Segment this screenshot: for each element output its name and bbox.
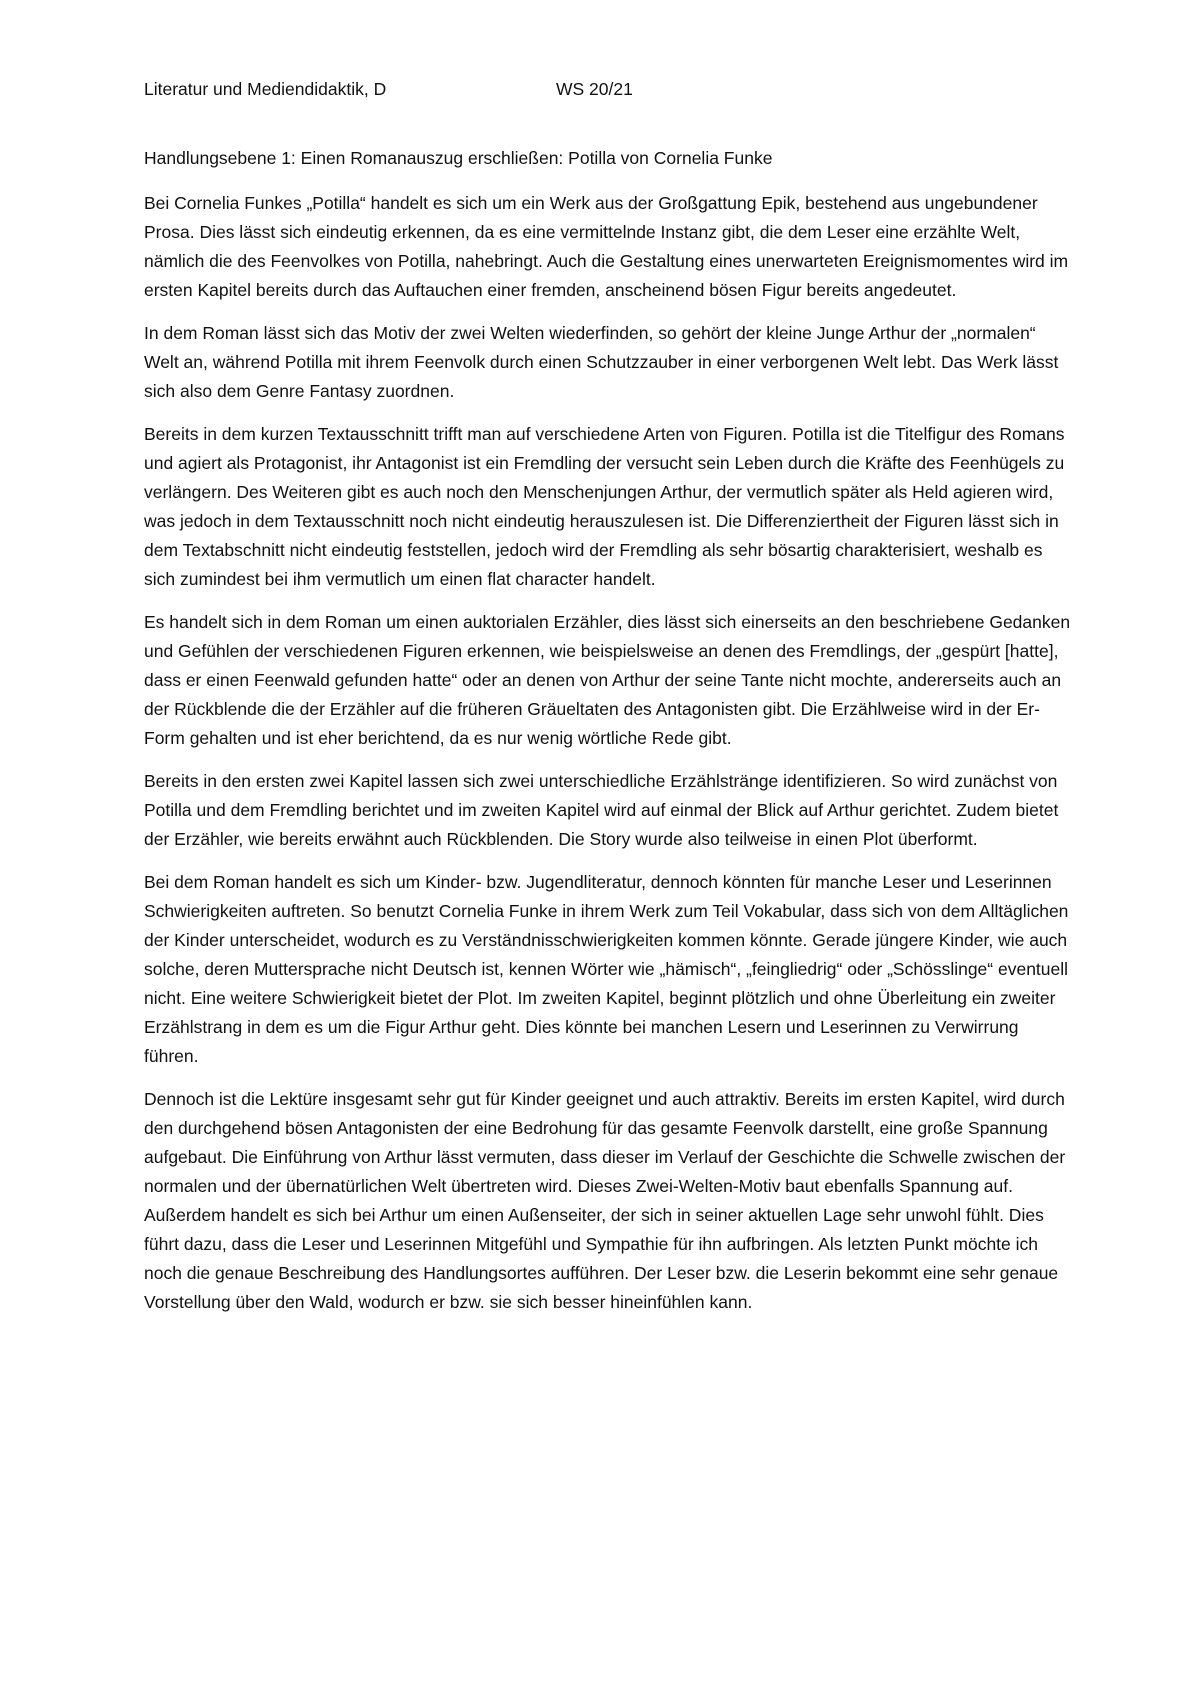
paragraph-7: Dennoch ist die Lektüre insgesamt sehr gut für Kinder geeignet und auch attraktiv. Bereits im ersten Kapitel, wird durch den durchgehend bösen Antagonisten der eine Bedrohung für das gesamte Feenvolk darstellt, eine große Spannung aufgebaut. Die Einführung von Arthur lässt vermuten, dass dieser im Verlauf der Geschichte die Schwelle zwischen der normalen und der übernatürlichen Welt übertreten wird. Dieses Zwei-Welten-Motiv baut ebenfalls Spannung auf. Außerdem handelt es sich bei Arthur um einen Außenseiter, der sich in seiner aktuellen Lage sehr unwohl fühlt. Dies führt dazu, dass die Leser und Leserinnen Mitgefühl und Sympathie für ihn aufbringen. Als letzten Punkt möchte ich noch die genaue Beschreibung des Handlungsortes aufführen. Der Leser bzw. die Leserin bekommt eine sehr genaue Vorstellung über den Wald, wodurch er bzw. sie sich besser hineinfühlen kann. [144,1089,1066,1312]
paragraph-3: Bereits in dem kurzen Textausschnitt trifft man auf verschiedene Arten von Figuren. Potilla ist die Titelfigur des Romans und agiert als Protagonist, ihr Antagonist ist ein Fremdling der versucht sein Leben durch die Kräfte des Feenhügels zu verlängern. Des Weiteren gibt es auch noch den Menschenjungen Arthur, der vermutlich später als Held agieren wird, was jedoch in dem Textausschnitt noch nicht eindeutig herauszulesen ist. Die Differenziertheit der Figuren lässt sich in dem Textabschnitt nicht eindeutig feststellen, jedoch wird der Fremdling als sehr bösartig charakterisiert, weshalb es sich zumindest bei ihm vermutlich um einen flat character handelt. [144,424,1065,589]
paragraph-5: Bereits in den ersten zwei Kapitel lassen sich zwei unterschiedliche Erzählstränge identifizieren. So wird zunächst von Potilla und dem Fremdling berichtet und im zweiten Kapitel wird auf einmal der Blick auf Arthur gerichtet. Zudem bietet der Erzähler, wie bereits erwähnt auch Rückblenden. Die Story wurde also teilweise in einen Plot überformt. [144,771,1059,849]
paragraph-2: In dem Roman lässt sich das Motiv der zwei Welten wiederfinden, so gehört der kleine Junge Arthur der „normalen“ Welt an, während Potilla mit ihrem Feenvolk durch einen Schutzzauber in einer verborgenen Welt lebt. Das Werk lässt sich also dem Genre Fantasy zuordnen. [144,323,1059,401]
paragraph-4: Es handelt sich in dem Roman um einen auktorialen Erzähler, dies lässt sich einerseits an den beschriebene Gedanken und Gefühlen der verschiedenen Figuren erkennen, wie beispielsweise an denen des Fremdlings, der „gespürt [hatte], dass er einen Feenwald gefunden hatte“ oder an denen von Arthur der seine Tante nicht mochte, andererseits auch an der Rückblende die der Erzähler auf die früheren Gräueltaten des Antagonisten gibt. Die Erzählweise wird in der Er-Form gehalten und ist eher berichtend, da es nur wenig wörtliche Rede gibt. [144,612,1071,748]
page-header [144,76,1056,102]
document-body [144,144,1072,1331]
header-course-title: Literatur und Mediendidaktik, D [144,79,387,99]
paragraph-6: Bei dem Roman handelt es sich um Kinder- bzw. Jugendliteratur, dennoch könnten für manche Leser und Leserinnen Schwierigkeiten auftreten. So benutzt Cornelia Funke in ihrem Werk zum Teil Vokabular, dass sich von dem Alltäglichen der Kinder unterscheidet, wodurch es zu Verständnisschwierigkeiten kommen könnte. Gerade jüngere Kinder, wie auch solche, deren Muttersprache nicht Deutsch ist, kennen Wörter wie „hämisch“, „feingliedrig“ oder „Schösslinge“ eventuell nicht. Eine weitere Schwierigkeit bietet der Plot. Im zweiten Kapitel, beginnt plötzlich und ohne Überleitung ein zweiter Erzählstrang in dem es um die Figur Arthur geht. Dies könnte bei manchen Lesern und Leserinnen zu Verwirrung führen. [144,872,1069,1066]
document-title: Handlungsebene 1: Einen Romanauszug erschließen: Potilla von Cornelia Funke [144,148,773,168]
paragraph-1: Bei Cornelia Funkes „Potilla“ handelt es sich um ein Werk aus der Großgattung Epik, bestehend aus ungebundener Prosa. Dies lässt sich eindeutig erkennen, da es eine vermittelnde Instanz gibt, die dem Leser eine erzählte Welt, nämlich die des Feenvolkes von Potilla, nahebringt. Auch die Gestaltung eines unerwarteten Ereignismomentes wird im ersten Kapitel bereits durch das Auftauchen einer fremden, anscheinend bösen Figur bereits angedeutet. [144,193,1069,300]
header-semester: WS 20/21 [556,79,633,99]
